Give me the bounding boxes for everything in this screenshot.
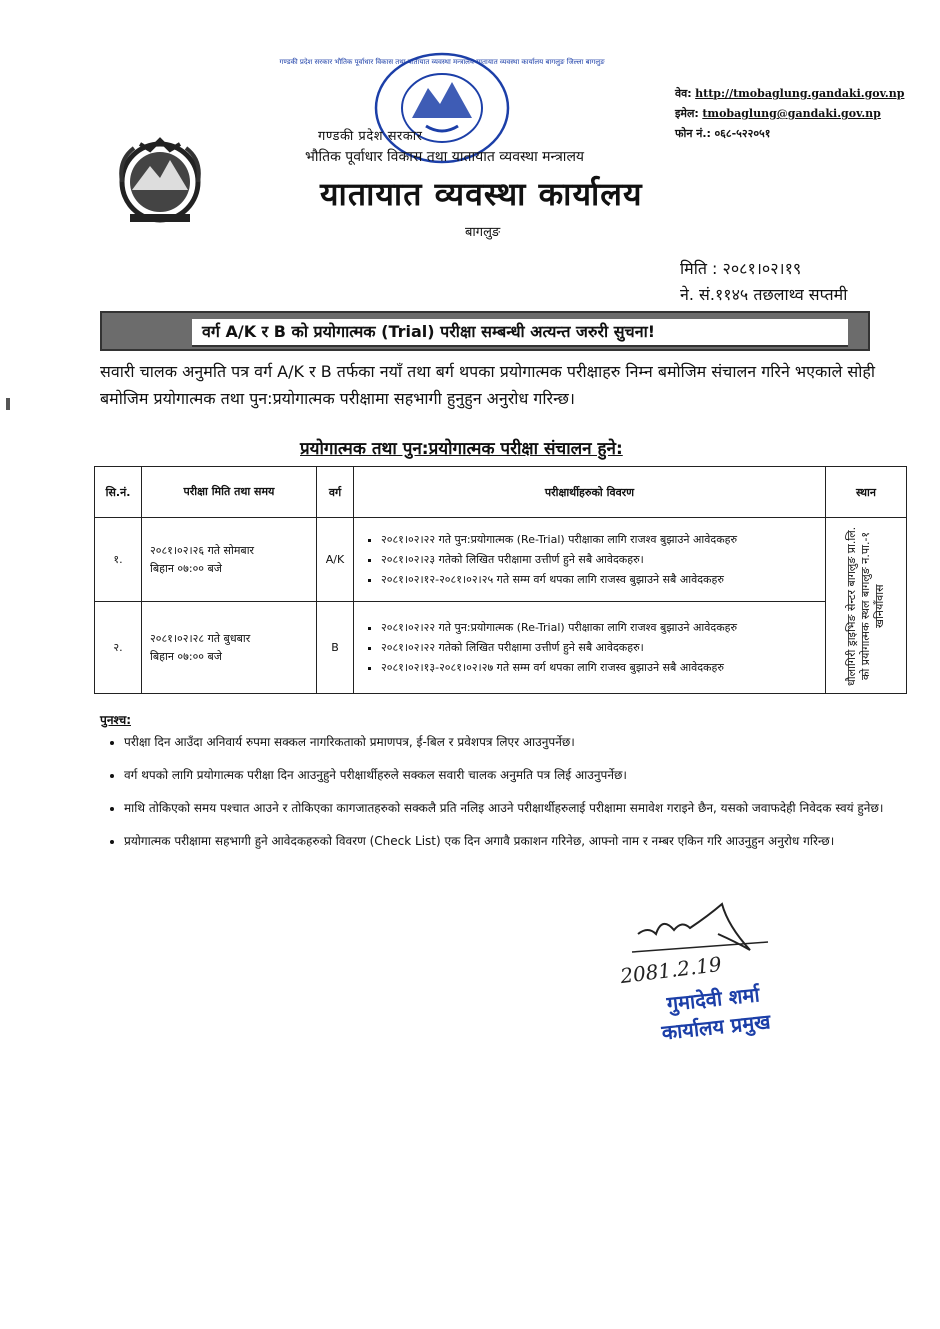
row-time: बिहान ०७:०० बजे [150, 561, 222, 575]
row-datetime [142, 602, 317, 694]
row-sn: २. [95, 602, 142, 694]
government-name: गण्डकी प्रदेश सरकार [318, 129, 423, 144]
row-class: A/K [317, 518, 354, 602]
ministry-name: भौतिक पूर्वाधार विकास तथा यातायात व्यवस्था मन्त्रालय [305, 149, 585, 165]
candidate-item: ▪ २०८१।०२।२२ गते पुन:प्रयोगात्मक (Re-Trial) परीक्षाका लागि राजश्व बुझाउने आवेदकहरु [381, 618, 824, 638]
issue-date: मिति : २०८१।०२।१९ [680, 259, 802, 278]
candidate-item: ▪ २०८१।०२।१२-२०८१।०२।२५ गते सम्म वर्ग थपका लागि राजस्व बुझाउने सबै आवेदकहरु [381, 570, 824, 590]
web-label: वेव: [675, 87, 692, 100]
candidate-item: ▪ २०८१।०२।१३-२०८१।०२।२७ गते सम्म वर्ग थपका लागि राजस्व बुझाउने सबै आवेदकहरु [381, 658, 824, 678]
email-label: इमेल: [675, 107, 699, 120]
phone-number: ०६८-५२२०५१ [714, 127, 771, 140]
candidate-item: ▪ २०८१।०२।२२ गतेको लिखित परीक्षामा उत्तीर्ण हुने सबै आवेदकहरु। [381, 638, 824, 658]
candidate-item: ▪ २०८१।०२।२२ गते पुन:प्रयोगात्मक (Re-Trial) परीक्षाका लागि राजश्व बुझाउने आवेदकहरु [381, 530, 824, 550]
header-place: स्थान [826, 467, 907, 518]
table-row [95, 602, 907, 694]
postscript-label: पुनश्च: [100, 713, 131, 727]
signatory-block [657, 979, 771, 1046]
postscript-notes [96, 730, 904, 862]
website-link[interactable]: http://tmobaglung.gandaki.gov.np [695, 87, 905, 100]
note-item: • प्रयोगात्मक परीक्षामा सहभागी हुने आवेदकहरुको विवरण (Check List) एक दिन अगावै प्रकाशन गरिनेछ, आफ्नो नाम र नम्बर एकिन गरि आउनुहुन अनुरोध गरिन्छ। [124, 829, 904, 853]
contact-block [675, 84, 904, 144]
header-candidates: परीक्षार्थीहरुको विवरण [354, 467, 826, 518]
header-datetime: परीक्षा मिति तथा समय [142, 467, 317, 518]
header-sn: सि.नं. [95, 467, 142, 518]
district-name: बागलुङ [465, 225, 501, 240]
candidate-item: ▪ २०८१।०२।२३ गतेको लिखित परीक्षामा उत्तीर्ण हुने सबै आवेदकहरु। [381, 550, 824, 570]
signature-icon [618, 886, 778, 962]
row-time: बिहान ०७:०० बजे [150, 649, 222, 663]
scan-margin-mark [6, 398, 10, 410]
row-class: B [317, 602, 354, 694]
schedule-heading: प्रयोगात्मक तथा पुन:प्रयोगात्मक परीक्षा संचालन हुने: [300, 439, 623, 459]
nepal-emblem-icon [110, 130, 210, 230]
header-class: वर्ग [317, 467, 354, 518]
email-link[interactable]: tmobaglung@gandaki.gov.np [702, 107, 881, 120]
table-row [95, 518, 907, 602]
notice-title: वर्ग A/K र B को प्रयोगात्मक (Trial) परीक्षा सम्बन्धी अत्यन्त जरुरी सुचना! [192, 319, 848, 347]
nepal-sambat-date: ने. सं.११४५ तछलाथ्व सप्तमी [680, 285, 848, 304]
stamp-lettering: गण्डकी प्रदेश सरकार भौतिक पूर्वाधार विकास तथा यातायात व्यवस्था मन्त्रालय यातायात व्यवस्था कार्यालय बागलुङ जिल्ला बागलुङ [279, 58, 605, 66]
table-header-row [95, 467, 907, 518]
signatory-name: गुमादेवी शर्मा [665, 982, 761, 1016]
note-item: • परीक्षा दिन आउँदा अनिवार्य रुपमा सक्कल नागरिकताको प्रमाणपत्र, ई-बिल र प्रवेशपत्र लिएर आउनुपर्नेछ। [124, 730, 904, 754]
date-block [680, 256, 847, 308]
exam-schedule-table [94, 466, 907, 694]
notice-title-banner [100, 311, 870, 351]
row-date: २०८१।०२।२६ गते सोमबार [150, 543, 255, 557]
exam-venue: धौलागिरी ड्राइभिङ सेन्टर बागलुङ प्रा.लि. को प्रयोगात्मक स्थल बागलुङ न.पा.-१ खनियाँवास [845, 525, 886, 686]
office-name: यातायात व्यवस्था कार्यालय [320, 175, 643, 213]
intro-paragraph: सवारी चालक अनुमति पत्र वर्ग A/K र B तर्फका नयाँ तथा बर्ग थपका प्रयोगात्मक परीक्षाहरु निम्न बमोजिम संचालन गरिने भएकाले सोही बमोजिम प्रयोगात्मक तथा पुन:प्रयोगात्मक परीक्षामा सहभागी हुनुहुन अनुरोध गरिन्छ। [100, 362, 875, 408]
phone-label: फोन नं.: [675, 127, 711, 140]
exam-venue-cell [826, 518, 907, 694]
row-date: २०८१।०२।२८ गते बुधबार [150, 631, 251, 645]
signature-date: 2081.2.19 [618, 951, 723, 989]
row-candidates [354, 518, 826, 602]
note-item: • माथि तोकिएको समय पश्चात आउने र तोकिएका कागजातहरुको सक्कलै प्रति नलिइ आउने परीक्षार्थीहरुलाई परीक्षामा समावेश गराइने छैन, यसको जवाफदेही निवेदक स्वयं हुनेछ। [124, 796, 904, 820]
row-datetime [142, 518, 317, 602]
row-candidates [354, 602, 826, 694]
signatory-title: कार्यालय प्रमुख [660, 1009, 772, 1045]
note-item: • वर्ग थपको लागि प्रयोगात्मक परीक्षा दिन आउनुहुने परीक्षार्थीहरुले सक्कल सवारी चालक अनुमति पत्र लिई आउनुपर्नेछ। [124, 763, 904, 787]
row-sn: १. [95, 518, 142, 602]
